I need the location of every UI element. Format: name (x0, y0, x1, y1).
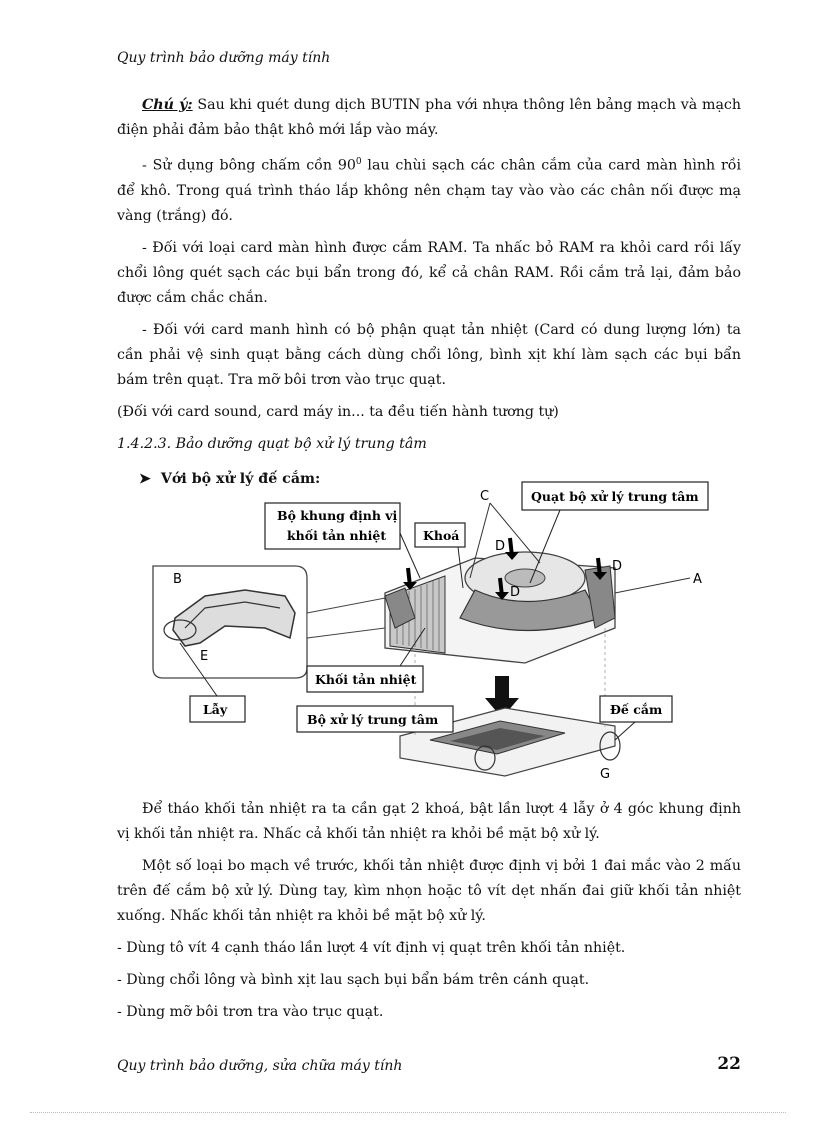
paragraph-older-boards: Một số loại bo mạch về trước, khối tản nhiệt được định vị bởi 1 đai mắc vào 2 mấu trên đế cắm bộ xử lý. Dùng tay, kìm nhọn hoặc tô vít dẹt nhấn đai giữ khối tản nhiệt xuống. Nhấc khối tản nhiệt ra khỏi bề mặt bộ xử lý. (117, 858, 741, 924)
label-cpu-box (297, 706, 453, 732)
paragraph-remove-heatsink: Để tháo khối tản nhiệt ra ta cần gạt 2 khoá, bật lần lượt 4 lẫy ở 4 góc khung định vị khối tản nhiệt ra. Nhấc cả khối tản nhiệt ra khỏi bề mặt bộ xử lý. (117, 801, 741, 842)
label-latch: Lẫy (203, 702, 228, 717)
letter-g: G (600, 767, 611, 782)
label-fan: Quạt bộ xử lý trung tâm (531, 489, 699, 504)
body-lower (117, 797, 741, 1032)
arrow-bullet-icon: ➤ (139, 470, 151, 487)
letter-d-top: D (495, 539, 506, 554)
degree-superscript: 0 (355, 157, 362, 167)
letter-d-center: D (510, 585, 521, 600)
paragraph-screws: - Dùng tô vít 4 cạnh tháo lần lượt 4 vít định vị quạt trên khối tản nhiệt. (117, 940, 626, 956)
bullet-heading-text: Với bộ xử lý đế cắm: (160, 470, 321, 487)
letter-b: B (173, 572, 182, 587)
letter-a: A (693, 572, 702, 587)
letter-c: C (480, 489, 490, 504)
label-heatsink: Khối tản nhiệt (315, 672, 417, 687)
heatsink-assembly (385, 489, 702, 663)
frame-inset (153, 566, 385, 678)
paragraph-ram: - Đối với loại card màn hình được cắm RAM. Ta nhấc bỏ RAM ra khỏi card rồi lấy chổi lông quét sạch các bụi bẩn trong đó, kể cả chân RAM. Rồi cắm trả lại, đảm bảo được cắm chắc chắn. (117, 239, 741, 306)
footer-title: Quy trình bảo dưỡng, sửa chữa máy tính (117, 1058, 403, 1074)
letter-e: E (200, 649, 209, 664)
paragraph-fan-card: - Đối với card manh hình có bộ phận quạt tản nhiệt (Card có dung lượng lớn) ta cần phải vệ sinh quạt bằng cách dùng chổi lông, bình xịt khí làm sạch các bụi bẩn bám trên quạt. Tra mỡ bôi trơn vào trục quạt. (117, 321, 741, 388)
paragraph-lubricate: - Dùng mỡ bôi trơn tra vào trục quạt. (117, 1004, 384, 1020)
body-upper (117, 93, 741, 499)
page-footer (117, 1054, 741, 1074)
p1-text-a: - Sử dụng bông chấm cồn 90 (142, 157, 356, 174)
note-label: Chú ý: (142, 97, 193, 113)
label-cpu: Bộ xử lý trung tâm (307, 712, 439, 727)
note-text: Sau khi quét dung dịch BUTIN pha với nhựa thông lên bảng mạch và mạch điện phải đảm bảo thật khô mới lắp vào máy. (117, 97, 742, 138)
label-socket: Đế cắm (610, 702, 663, 717)
label-frame-line2: khối tản nhiệt (287, 528, 387, 543)
p1-text-b: lau chùi sạch các chân cắm của card màn hình rồi để khô. Trong quá trình tháo lắp không nên chạm tay vào vào các chân nối được mạ vàng (trắng) đó. (117, 157, 741, 224)
page-number: 22 (717, 1054, 741, 1074)
paragraph-clean-pins (117, 150, 741, 229)
paragraph-clean-fan: - Dùng chổi lông và bình xịt lau sạch bụi bẩn bám trên cánh quạt. (117, 972, 590, 988)
cpu-heatsink-figure (145, 478, 715, 788)
letter-d-right: D (612, 559, 623, 574)
label-lock: Khoá (423, 528, 460, 543)
paragraph-sound-card: (Đối với card sound, card máy in... ta đều tiến hành tương tự) (117, 403, 559, 420)
section-heading: 1.4.2.3. Bảo dưỡng quạt bộ xử lý trung tâm (117, 435, 427, 452)
note-paragraph (117, 93, 741, 143)
running-header: Quy trình bảo dưỡng máy tính (117, 50, 331, 66)
label-frame-line1: Bộ khung định vị (277, 508, 398, 523)
footer-divider (30, 1112, 786, 1113)
